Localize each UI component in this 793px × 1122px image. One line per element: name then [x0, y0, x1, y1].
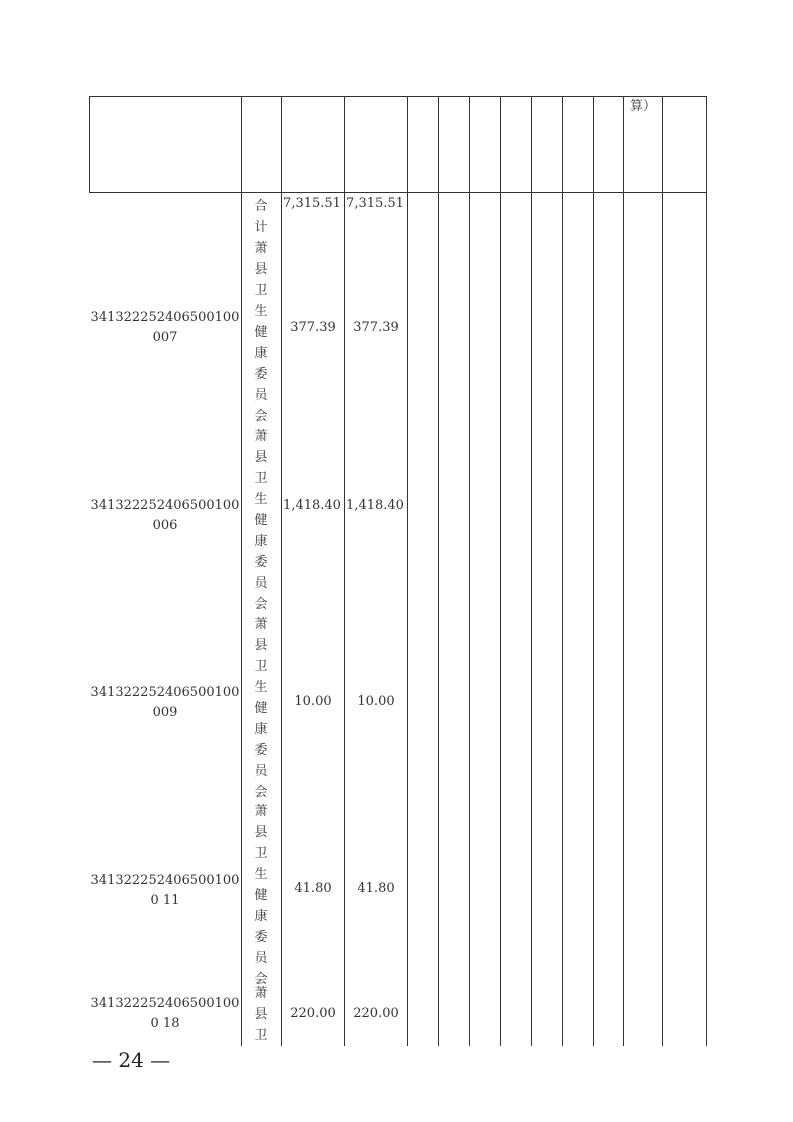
- row-project-code: 341322252406500100009: [90, 685, 240, 720]
- col-divider-3: [344, 96, 345, 1046]
- row-amount-a: 10.00: [294, 694, 332, 709]
- col-divider-12: [662, 96, 663, 1046]
- row-unit-name: 萧 县 卫 生 健 康 委 员 会: [254, 804, 268, 987]
- total-amount-b: 7,315.51: [346, 196, 404, 211]
- row-amount-a: 1,418.40: [283, 498, 341, 513]
- header-partial-text: 算）: [629, 99, 656, 114]
- col-divider-8: [531, 96, 532, 1046]
- total-amount-a: 7,315.51: [283, 196, 341, 211]
- row-project-code: 3413222524065001000 11: [90, 873, 240, 908]
- row-amount-b: 220.00: [353, 1006, 399, 1021]
- col-divider-7: [500, 96, 501, 1046]
- row-amount-b: 10.00: [357, 694, 395, 709]
- col-divider-5: [438, 96, 439, 1046]
- col-divider-11: [623, 96, 624, 1046]
- total-label: 合 计: [254, 199, 268, 235]
- table-right-border: [706, 96, 707, 1046]
- col-divider-4: [407, 96, 408, 1046]
- row-amount-b: 41.80: [357, 881, 395, 896]
- row-unit-name: 萧 县 卫: [254, 986, 268, 1043]
- col-divider-9: [562, 96, 563, 1046]
- row-project-code: 341322252406500100007: [90, 310, 240, 345]
- row-unit-name: 萧 县 卫 生 健 康 委 员 会: [254, 429, 268, 612]
- table-left-border: [89, 96, 90, 192]
- row-amount-a: 41.80: [294, 881, 332, 896]
- col-divider-1: [241, 96, 242, 1046]
- header-bottom-border: [89, 192, 706, 193]
- col-divider-10: [593, 96, 594, 1046]
- row-unit-name: 萧 县 卫 生 健 康 委 员 会: [254, 241, 268, 424]
- row-project-code: 3413222524065001000 18: [90, 996, 240, 1031]
- row-project-code: 341322252406500100006: [90, 498, 240, 533]
- table-top-border: [89, 96, 706, 97]
- row-unit-name: 萧 县 卫 生 健 康 委 员 会: [254, 617, 268, 800]
- col-divider-6: [469, 96, 470, 1046]
- page-number: — 24 —: [92, 1048, 171, 1072]
- row-amount-b: 1,418.40: [346, 498, 404, 513]
- row-amount-a: 377.39: [290, 320, 336, 335]
- row-amount-a: 220.00: [290, 1006, 336, 1021]
- row-amount-b: 377.39: [353, 320, 399, 335]
- col-divider-2: [281, 96, 282, 1046]
